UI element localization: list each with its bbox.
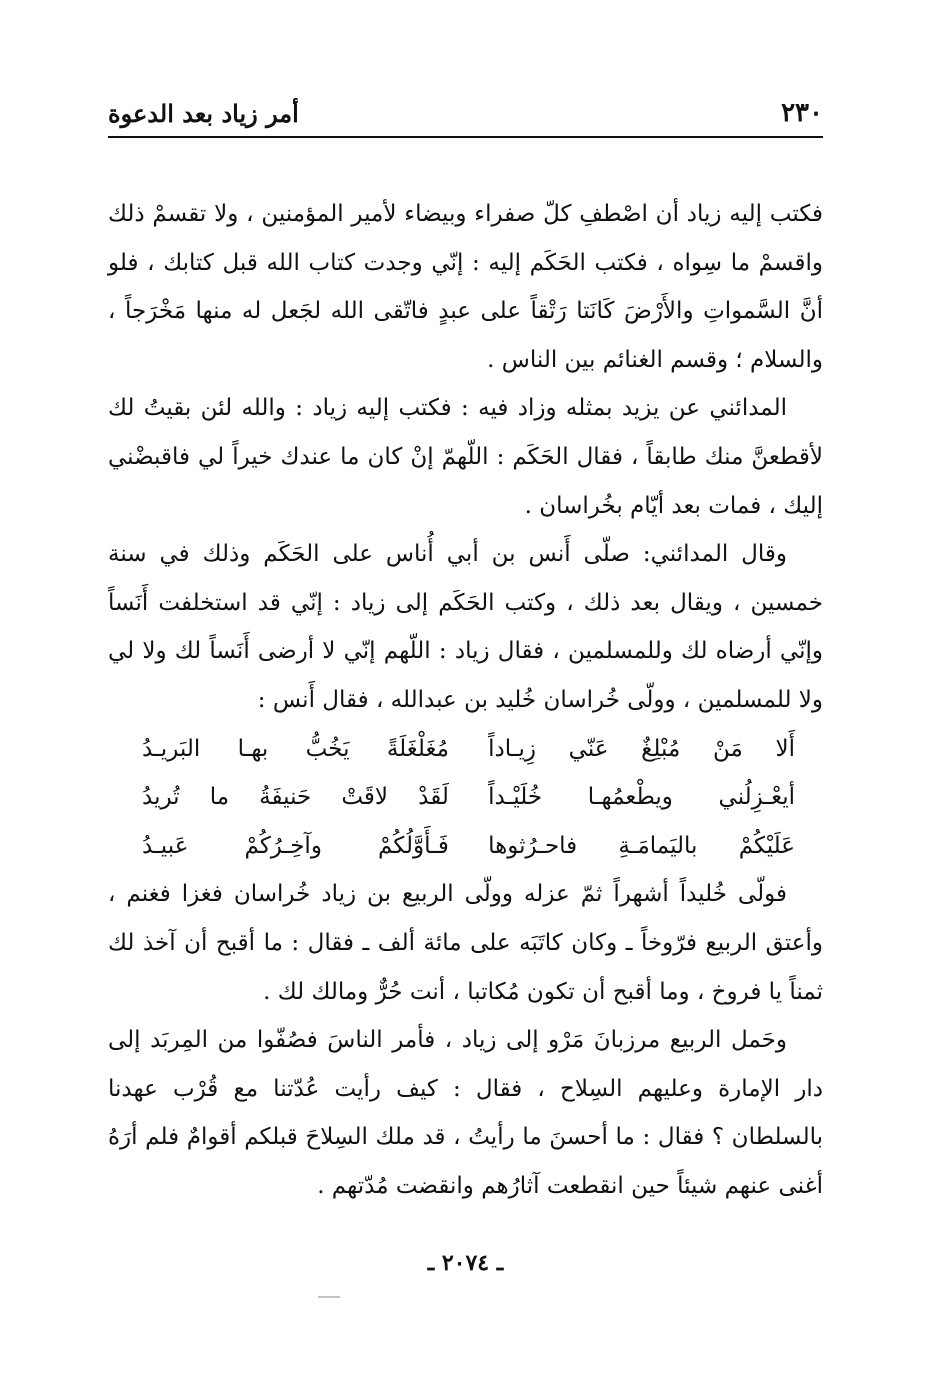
- verse-first-hemistich: أيعْـزِلُني ويطْعمُهـا خُلَيْـداً: [488, 784, 795, 811]
- paragraph: المدائني عن يزيد بمثله وزاد فيه : فكتب إليه زياد : والله لئن بقيتُ لك لأقطعنَّ منك طابقاً ، فقال الحَكَم : اللّهمّ إنْ كان ما عندك خيراً لي فاقبضْني إليك ، فمات بعد أيّام بخُراسان .: [108, 395, 823, 519]
- paragraph: فكتب إليه زياد أن اصْطفِ كلّ صفراء وبيضاء لأمير المؤمنين ، ولا تقسمْ ذلك واقسمْ ما سِواه ، فكتب الحَكَم إليه : إنّي وجدت كتاب الله قبل كتابك ، فلو أنَّ السَّمواتِ والأَرْضَ كَانَتا رَتْقاً على عبدٍ فاتّقى الله لجَعل له منها مَخْرَجاً ، والسلام ؛ وقسم الغنائم بين الناس .: [108, 201, 823, 373]
- verse-second-hemistich: مُغَلْغَلَةً يَخُبُّ بهـا البَريـدُ: [142, 735, 449, 762]
- header-rule: [108, 136, 823, 138]
- verse-first-hemistich: أَلا مَنْ مُبْلِغٌ عَنّي زِيـاداً: [488, 735, 795, 762]
- verse-first-hemistich: عَلَيْكُمْ باليَمامَـةِ فاحـرُثوها: [488, 832, 795, 859]
- poem-verse: [108, 725, 823, 774]
- paragraph: وحَمل الربيع مرزبانَ مَرْو إلى زياد ، فأمر الناسَ فصُفّوا من المِربَد إلى دار الإمارة وعليهم السِلاح ، فقال : كيف رأيت عُدّتنا مع قُرْب عهدنا بالسلطان ؟ فقال : ما أحسنَ ما رأيتُ ، قد ملك السِلاحَ قبلكم أقوامٌ فلم أرَهُ أغنى عنهم شيئاً حين انقطعت آثارُهم وانقضت مُدّتهم .: [108, 1027, 823, 1199]
- running-header: [108, 88, 823, 128]
- page-footer-number: ـ ٢٠٧٤ ـ: [427, 1250, 504, 1276]
- poem-verse: [108, 822, 823, 871]
- verse-second-hemistich: لَقَدْ لاقَتْ حَنيفَةُ ما تُريدُ: [142, 784, 449, 811]
- chapter-title: أمر زياد بعد الدعوة: [108, 99, 299, 128]
- poem-verse: [108, 773, 823, 822]
- poem: [108, 725, 823, 871]
- verse-second-hemistich: فَـأَوَّلُكُمْ وآخِـرُكُمْ عَبيـدُ: [142, 832, 449, 859]
- page-number: ٢٣٠: [781, 98, 823, 128]
- main-text: [108, 190, 823, 1210]
- scan-speck: [318, 1296, 340, 1298]
- paragraph: وقال المدائني: صلّى أَنس بن أبي أُناس على الحَكَم وذلك في سنة خمسين ، ويقال بعد ذلك ، وكتب الحَكَم إلى زياد : إنّي قد استخلفت أَنَساً وإنّي أرضاه لك وللمسلمين ، فقال زياد : اللّهم إنّي لا أرضى أَنَساً لك ولا لي ولا للمسلمين ، وولّى خُراسان خُليد بن عبدالله ، فقال أَنس :: [108, 541, 823, 713]
- paragraph: فولّى خُليداً أشهراً ثمّ عزله وولّى الربيع بن زياد خُراسان فغزا فغنم ، وأعتق الربيع فرّوخاً ـ وكان كاتَبَه على مائة ألف ـ فقال : ما أقبح أن آخذ لك ثمناً يا فروخ ، وما أقبح أن تكون مُكاتبا ، أنت حُرٌّ ومالك لك .: [108, 881, 823, 1005]
